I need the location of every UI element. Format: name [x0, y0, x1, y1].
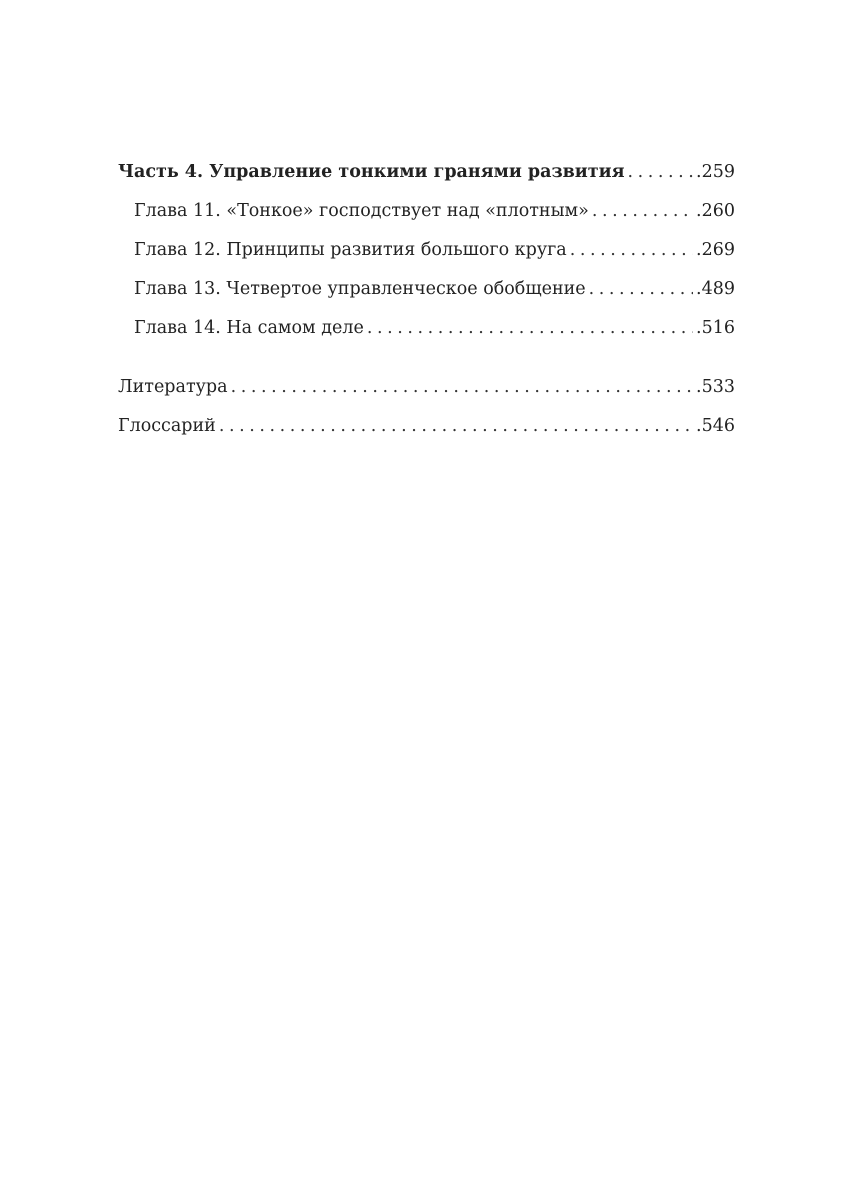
toc-entry-title: Часть 4. Управление тонкими гранями развития: [118, 162, 625, 182]
toc-entry-page: .516: [696, 318, 735, 338]
toc-entry-page: .546: [696, 416, 735, 436]
dot-leader: [367, 309, 693, 348]
toc-entry-title: Глава 11. «Тонкое» господствует над «плотным»: [134, 201, 589, 221]
dot-leader: [570, 231, 693, 270]
toc-entry-bibliography[interactable]: [118, 368, 735, 407]
toc-entry-glossary[interactable]: [118, 407, 735, 446]
toc-entry-title: Глава 13. Четвертое управленческое обобщение: [134, 279, 586, 299]
toc-entry-part-4[interactable]: [118, 153, 735, 192]
toc-entry-title: Глава 14. На самом деле: [134, 318, 364, 338]
dot-leader: [231, 368, 693, 407]
toc-entry-chapter-14[interactable]: [118, 309, 735, 348]
toc-entry-chapter-12[interactable]: [118, 231, 735, 270]
dot-leader: [589, 270, 693, 309]
toc-entry-page: .533: [696, 377, 735, 397]
table-of-contents: [118, 153, 735, 446]
toc-entry-chapter-13[interactable]: [118, 270, 735, 309]
toc-entry-chapter-11[interactable]: [118, 192, 735, 231]
dot-leader: [628, 153, 693, 192]
toc-entry-page: .269: [696, 240, 735, 260]
toc-entry-page: .260: [696, 201, 735, 221]
toc-entry-title: Глава 12. Принципы развития большого круга: [134, 240, 567, 260]
toc-part-4-group: [118, 153, 735, 348]
toc-entry-title: Глоссарий: [118, 416, 216, 436]
toc-entry-page: .489: [696, 279, 735, 299]
toc-entry-page: .259: [696, 162, 735, 182]
dot-leader: [219, 407, 693, 446]
toc-entry-title: Литература: [118, 377, 228, 397]
toc-back-matter-group: [118, 368, 735, 446]
dot-leader: [592, 192, 693, 231]
